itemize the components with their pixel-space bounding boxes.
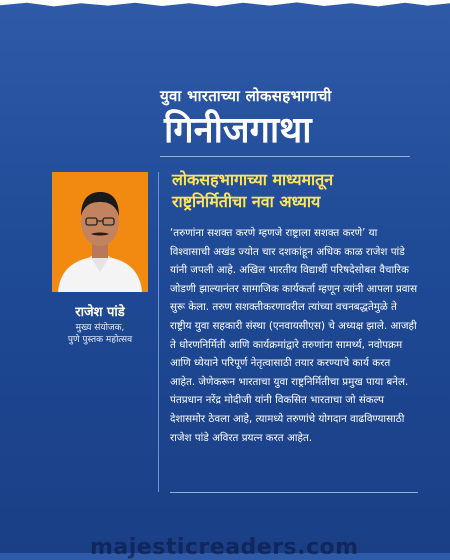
subtitle-line-1: लोकसहभागाच्या माध्यमातून	[172, 170, 334, 189]
header-title: गिनीजगाथा	[164, 109, 312, 151]
article-body: ‘तरुणांना सशक्त करणे म्हणजे राष्ट्राला सशक्त करणे’ या विश्वासाची अखंड ज्योत चार दशकांहून अधिक काळ राजेश पांडे यांनी जपली आहे. अखिल भारतीय विद्यार्थी परिषदेसोबत वैचारिक जोडणी झाल्यानंतर सामाजिक कार्यकर्ता म्हणून त्यांनी आपला प्रवास सुरू केला. तरुण सशक्तीकरणावरील त्यांच्या वचनबद्धतेमुळे ते राष्ट्रीय युवा सहकारी संस्था (एनवायसीएस) चे अध्यक्ष झाले. आजही ते धोरणनिर्मिती आणि कार्यक्रमांद्वारे तरुणांना सामर्थ्य, नवोपक्रम आणि ध्येयाने परिपूर्ण नेतृत्वासाठी तयार करण्याचे कार्य करत आहेत. जेणेकरून भारताचा युवा राष्ट्रनिर्मितीचा प्रमुख पाया बनेल. पंतप्रधान नरेंद्र मोदीजी यांनी विकसित भारताचा जो संकल्प देशासमोर ठेवला आहे, त्यामध्ये तरुणांचे योगदान वाढविण्यासाठी राजेश पांडे अविरत प्रयत्न करत आहेत.	[170, 227, 418, 444]
profile-org: पुणे पुस्तक महोत्सव	[67, 335, 133, 345]
profile-role: मुख्य संयोजक,	[75, 323, 125, 333]
watermark-text: majesticreaders.com	[90, 535, 359, 560]
subtitle-line-2: राष्ट्रनिर्मितीचा नवा अध्याय	[172, 192, 321, 211]
profile-photo	[52, 172, 148, 292]
profile-name: राजेश पांडे	[75, 305, 125, 320]
column-divider	[158, 172, 159, 492]
article-subtitle	[172, 169, 412, 213]
header-pretitle: युवा भारताच्या लोकसहभागाची	[160, 87, 332, 105]
title-rule	[160, 156, 410, 157]
torn-paper-edge	[0, 0, 450, 8]
body-rule	[170, 492, 418, 493]
